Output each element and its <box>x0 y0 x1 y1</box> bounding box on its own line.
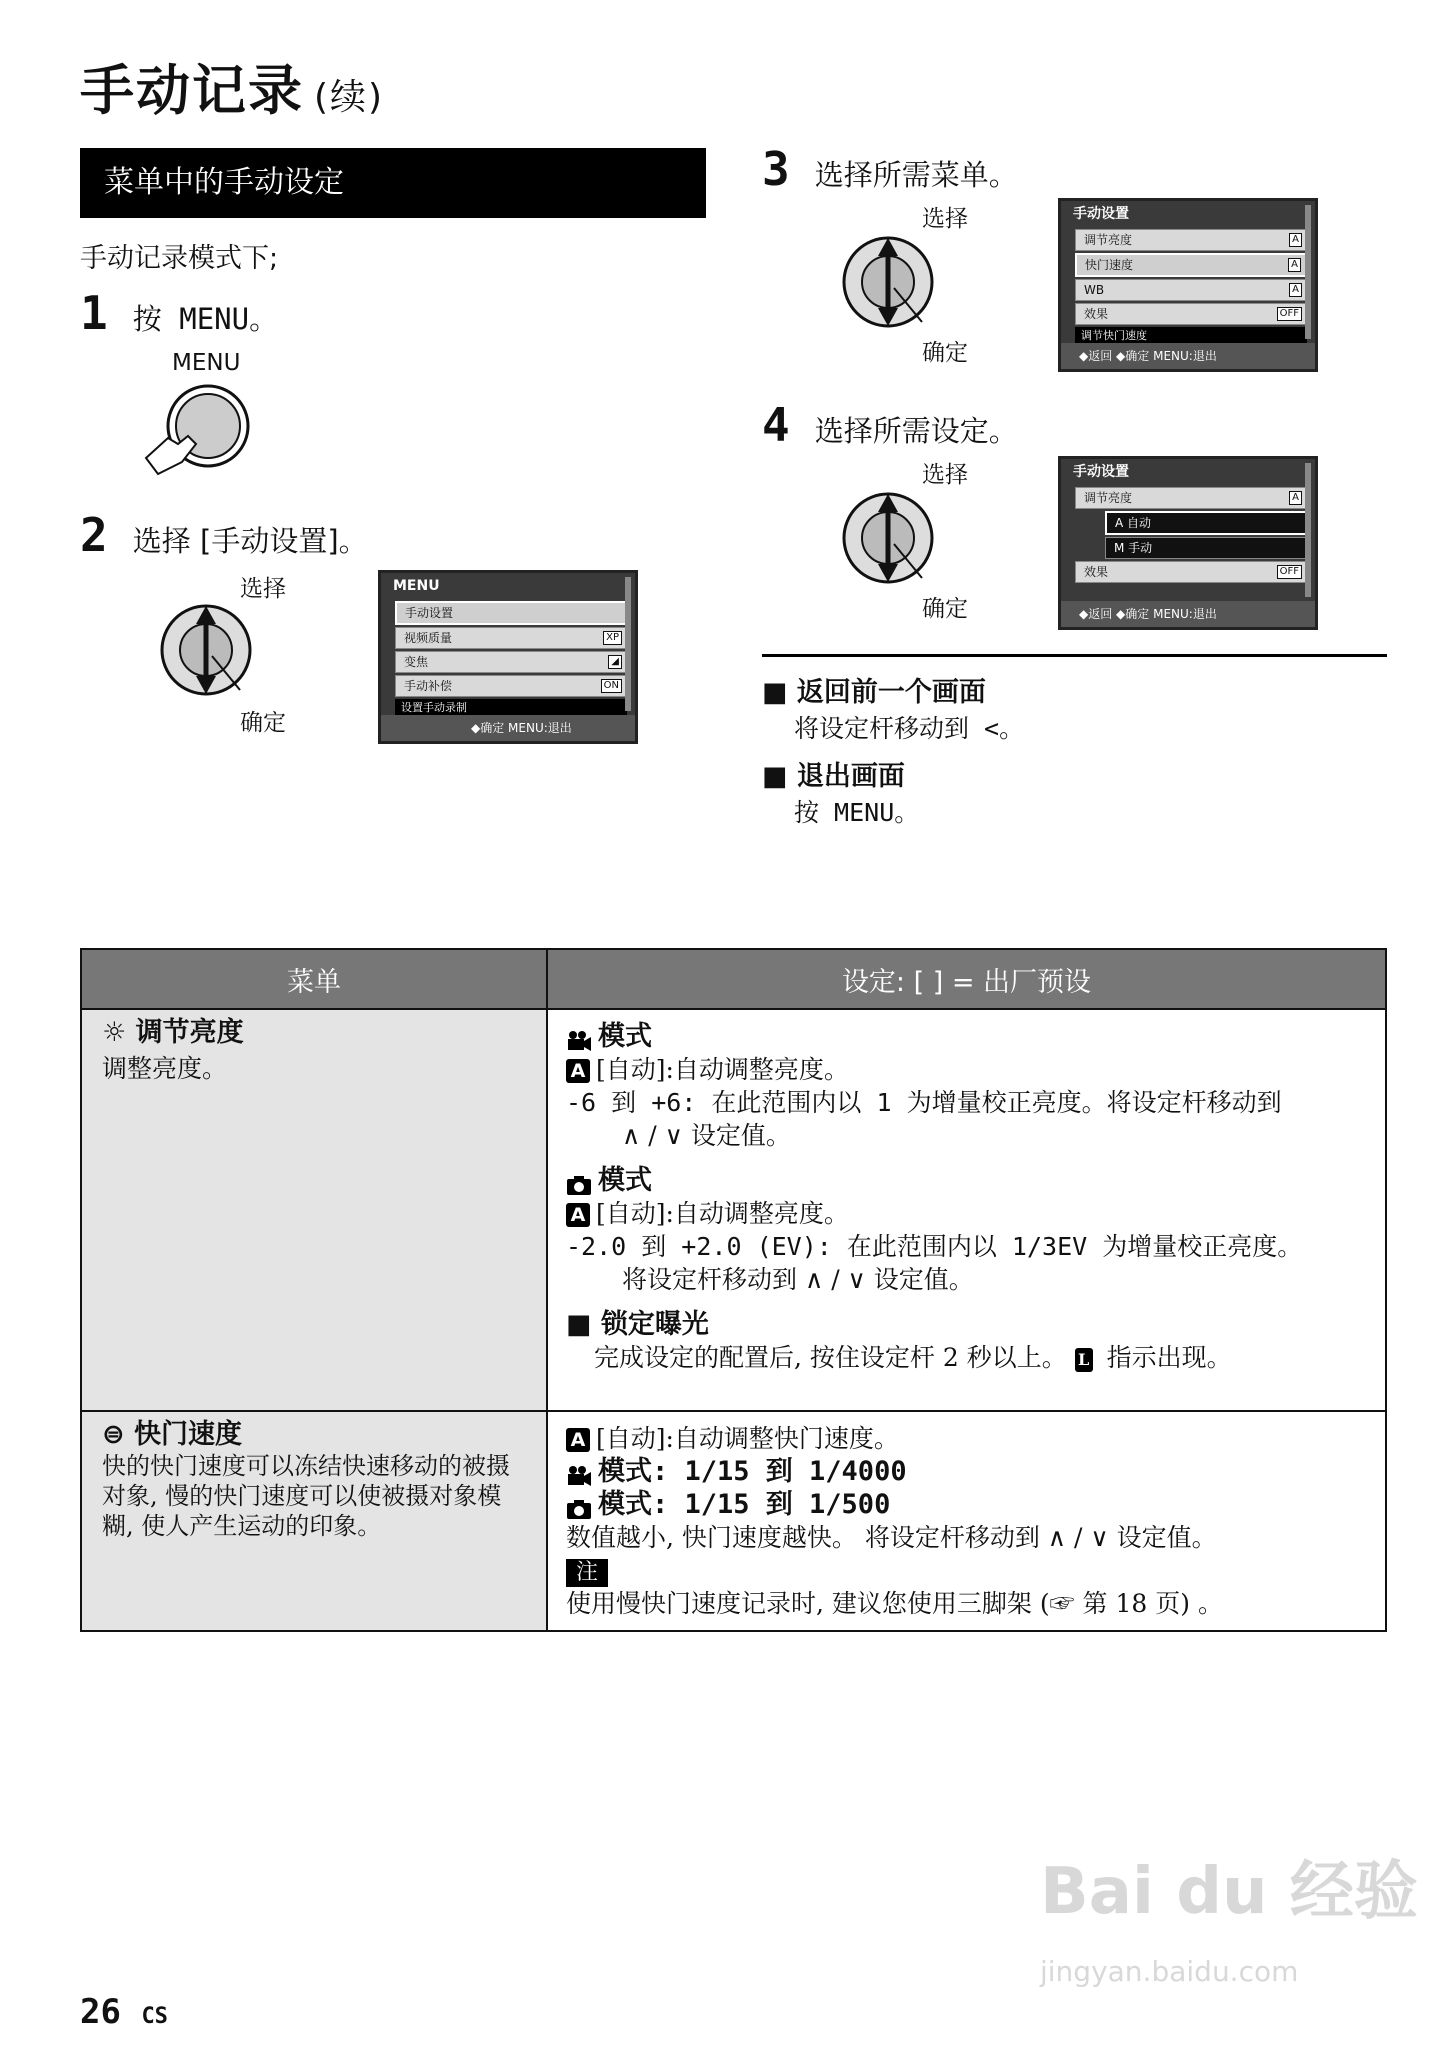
settings-cell: 模式 A [自动]:自动调整亮度。 -6 到 +6: 在此范围内以 1 为增量校正亮度。将设定杆移动到 ∧ / ∨ 设定值。 模式 A [自动]:自动调整亮度。 -2.0 到 +2.0 (EV): 在此范围内以 1/3EV 为增量校正亮度。 将设定杆移动到 ∧ / ∨ 设定值。 ■ 锁定曝光 完成设定的配置后, 按住设定杆 2 秒以上。 L 指示出现。 <box>547 1009 1386 1411</box>
range-text: 将设定杆移动到 ∧ / ∨ 设定值。 <box>622 1265 974 1294</box>
menu-cell: ⊜ 快门速度 快的快门速度可以冻结快速移动的被摄对象, 慢的快门速度可以使被摄对象模糊, 使人产生运动的印象。 <box>81 1411 547 1631</box>
table-row <box>81 1411 1386 1631</box>
intro-text: 手动记录模式下; <box>80 243 279 274</box>
page-title: 手动记录 (续) <box>80 59 385 122</box>
lock-text: 指示出现。 <box>1106 1343 1232 1372</box>
video-camera-icon <box>566 1027 592 1049</box>
note-text: 将设定杆移动到 <。 <box>794 714 1025 743</box>
square-bullet-icon: ■ <box>762 761 797 792</box>
step-text: 选择所需菜单。 <box>814 158 1018 192</box>
video-camera-icon <box>566 1462 592 1484</box>
step-number: 1 <box>80 286 108 340</box>
screen-row: 调节亮度 A <box>1075 487 1307 509</box>
screen-row: 手动设置 <box>395 601 627 625</box>
screen-header: 手动设置 <box>1073 464 1129 480</box>
confirm-label: 确定 <box>922 340 968 366</box>
baidu-watermark-logo: Bai du 经验 <box>1040 1855 1418 1929</box>
screen-scrollbar <box>1305 205 1311 339</box>
baidu-watermark-url: jingyan.baidu.com <box>1040 1955 1299 1988</box>
menu-desc: 调整亮度。 <box>102 1054 228 1083</box>
auto-badge-icon: A <box>566 1059 590 1083</box>
screen-row: 效果 OFF <box>1075 561 1307 583</box>
note-exit: ■ 退出画面 按 MENU。 <box>762 761 920 827</box>
screen-row: 手动补偿 ON <box>395 675 627 697</box>
select-label: 选择 <box>240 576 286 602</box>
screen-scrollbar <box>625 577 631 711</box>
settings-table <box>80 948 1387 1632</box>
screen-header: 手动设置 <box>1073 206 1129 222</box>
table-header-menu: 菜单 <box>81 949 547 1009</box>
screen-option: M 手动 <box>1105 537 1307 559</box>
page-number: 26 CS <box>80 1992 168 2032</box>
step-text: 按 MENU。 <box>132 302 279 336</box>
confirm-label: 确定 <box>922 596 968 622</box>
settings-screen <box>1058 456 1318 630</box>
screen-row: WB A <box>1075 279 1307 301</box>
step-text: 选择 [手动设置]。 <box>132 524 368 558</box>
brightness-icon: ☼ <box>102 1017 136 1048</box>
screen-row: 快门速度 A <box>1075 253 1307 277</box>
control-lever-icon <box>842 232 942 332</box>
screen-header: MENU <box>393 578 440 594</box>
note-text: 按 MENU。 <box>794 798 920 827</box>
menu-screen <box>378 570 638 744</box>
screen-row: 调节亮度 A <box>1075 229 1307 251</box>
shutter-hint: 数值越小, 快门速度越快。 将设定杆移动到 ∧ / ∨ 设定值。 <box>566 1523 1217 1552</box>
screen-row: 变焦 ◢ <box>395 651 627 673</box>
screen-hint: 设置手动录制 <box>395 699 627 717</box>
step-4 <box>762 398 1018 452</box>
divider <box>762 654 1387 657</box>
note-back: ■ 返回前一个画面 将设定杆移动到 <。 <box>762 677 1025 743</box>
square-bullet-icon: ■ <box>762 677 797 708</box>
control-lever-icon <box>842 488 942 588</box>
screen-footer: ◆返回 ◆确定 MENU:退出 <box>1061 343 1315 369</box>
settings-screen <box>1058 198 1318 372</box>
note-label: 注 <box>566 1559 608 1587</box>
range-text: -6 到 +6: 在此范围内以 1 为增量校正亮度。将设定杆移动到 <box>566 1088 1282 1117</box>
auto-badge-icon: A <box>566 1428 590 1452</box>
exposure-lock-icon: L <box>1075 1348 1093 1372</box>
shutter-icon: ⊜ <box>102 1419 135 1450</box>
settings-cell: A [自动]:自动调整快门速度。 模式: 1/15 到 1/4000 模式: 1/15 到 1/500 数值越小, 快门速度越快。 将设定杆移动到 ∧ / ∨ 设定值。 注 使用慢快门速度记录时, 建议您使用三脚架 (☞ 第 18 页) 。 <box>547 1411 1386 1631</box>
select-label: 选择 <box>922 462 968 488</box>
screen-scrollbar <box>1305 463 1311 597</box>
menu-button-label: MENU <box>172 350 241 376</box>
step-number: 4 <box>762 398 790 452</box>
step-3 <box>762 142 1018 196</box>
screen-option: A 自动 <box>1105 511 1307 535</box>
select-label: 选择 <box>922 206 968 232</box>
step-1 <box>80 286 278 340</box>
photo-camera-icon <box>566 1171 592 1193</box>
shutter-note: 使用慢快门速度记录时, 建议您使用三脚架 (☞ 第 18 页) 。 <box>566 1589 1223 1618</box>
menu-desc: 快的快门速度可以冻结快速移动的被摄对象, 慢的快门速度可以使被摄对象模糊, 使人产生运动的印象。 <box>102 1452 510 1540</box>
step-2 <box>80 508 368 562</box>
page-title-suffix: (续) <box>314 77 385 118</box>
menu-cell: ☼ 调节亮度 调整亮度。 <box>81 1009 547 1411</box>
confirm-label: 确定 <box>240 710 286 736</box>
range-text: ∧ / ∨ 设定值。 <box>622 1121 791 1150</box>
photo-camera-icon <box>566 1495 592 1517</box>
screen-footer: ◆返回 ◆确定 MENU:退出 <box>1061 601 1315 627</box>
step-number: 3 <box>762 142 790 196</box>
step-text: 选择所需设定。 <box>814 414 1018 448</box>
menu-button-icon <box>138 378 258 478</box>
table-row <box>81 1009 1386 1411</box>
screen-row: 视频质量 XP <box>395 627 627 649</box>
auto-badge-icon: A <box>566 1203 590 1227</box>
lock-text: 完成设定的配置后, 按住设定杆 2 秒以上。 <box>594 1343 1067 1372</box>
table-header-settings: 设定: [ ] = 出厂预设 <box>547 949 1386 1009</box>
screen-footer: ◆确定 MENU:退出 <box>381 715 635 741</box>
screen-hint: 调节快门速度 <box>1075 327 1307 345</box>
screen-row: 效果 OFF <box>1075 303 1307 325</box>
section-title: 菜单中的手动设定 <box>80 148 706 218</box>
step-number: 2 <box>80 508 108 562</box>
square-bullet-icon: ■ <box>566 1309 601 1340</box>
range-text: -2.0 到 +2.0 (EV): 在此范围内以 1/3EV 为增量校正亮度。 <box>566 1232 1303 1261</box>
control-lever-icon <box>160 600 260 700</box>
